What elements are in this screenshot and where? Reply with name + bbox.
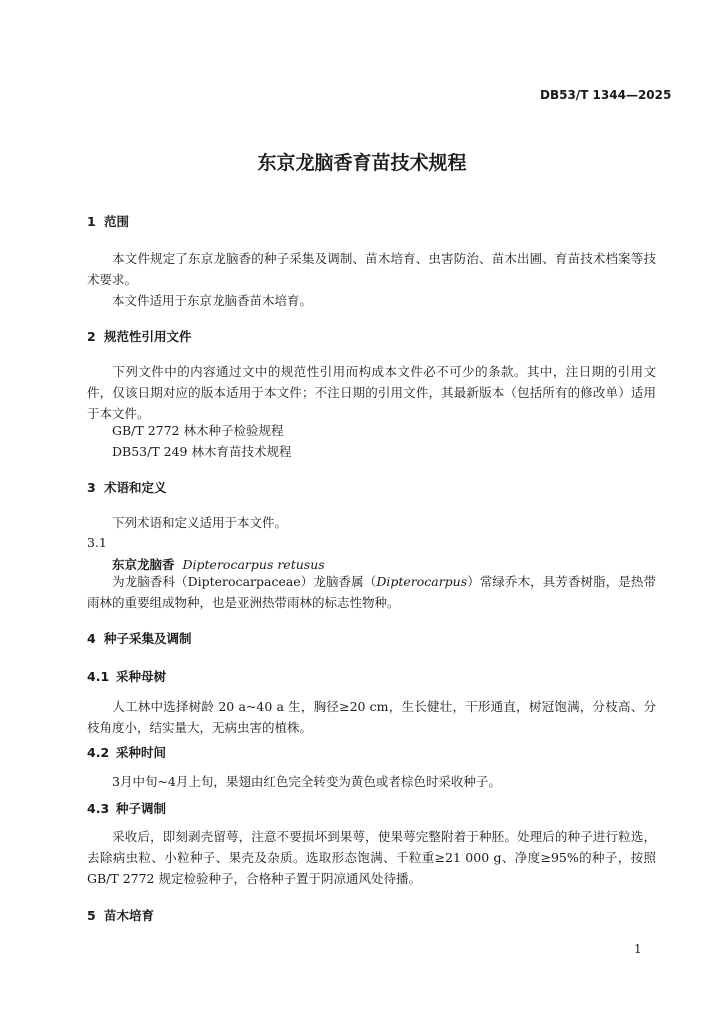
section-heading-1: 1 范围: [87, 214, 130, 229]
collection-time-paragraph: 3月中旬~4月上旬，果翅由红色完全转变为黄色或者棕色时采收种子。: [112, 774, 501, 789]
reference-item: DB53/T 249 林木育苗技术规程: [112, 444, 292, 459]
mother-tree-paragraph: 人工林中选择树龄 20 a~40 a 生，胸径≥20 cm，生长健壮，干形通直，树冠饱满，分枝高、分枝角度小，结实量大，无病虫害的植株。: [87, 699, 656, 735]
scope-applicability: 本文件适用于东京龙脑香苗木培育。: [112, 293, 313, 308]
subsection-heading-4-1: 4.1 采种母树: [87, 669, 167, 684]
term-definition: 为龙脑香科（Dipterocarpaceae）龙脑香属（Dipterocarpus）常绿乔木，具芳香树脂，是热带雨林的重要组成物种，也是亚洲热带雨林的标志性物种。: [87, 574, 656, 610]
normative-references-paragraph: 下列文件中的内容通过文中的规范性引用而构成本文件必不可少的条款。其中，注日期的引用文件，仅该日期对应的版本适用于本文件；不注日期的引用文件，其最新版本（包括所有的修改单）适用于本文件。: [87, 364, 656, 421]
seed-processing-paragraph: 采收后，即刻剥壳留萼，注意不要损坏到果萼，使果萼完整附着于种胚。处理后的种子进行粒选，去除病虫粒、小粒种子、果壳及杂质。选取形态饱满、千粒重≥21 000 g、净度≥95%的种子，按照GB/T 2772 规定检验种子，合格种子置于阴凉通风处待播。: [87, 829, 656, 886]
page-number: 1: [634, 942, 642, 956]
section-heading-2: 2 规范性引用文件: [87, 329, 192, 344]
term-entry: 东京龙脑香 Dipterocarpus retusus: [112, 557, 325, 572]
subsection-heading-4-3: 4.3 种子调制: [87, 801, 167, 816]
section-heading-4: 4 种子采集及调制: [87, 631, 192, 646]
scope-paragraph: 本文件规定了东京龙脑香的种子采集及调制、苗木培育、虫害防治、苗木出圃、育苗技术档案等技术要求。: [87, 251, 656, 287]
subsection-heading-4-2: 4.2 采种时间: [87, 745, 167, 760]
terms-intro: 下列术语和定义适用于本文件。: [112, 515, 288, 530]
term-number: 3.1: [87, 535, 107, 550]
section-heading-5: 5 苗木培育: [87, 908, 155, 923]
section-heading-3: 3 术语和定义: [87, 480, 167, 495]
reference-item: GB/T 2772 林木种子检验规程: [112, 423, 284, 438]
document-title: 东京龙脑香育苗技术规程: [257, 152, 467, 174]
document-number: DB53/T 1344—2025: [540, 88, 672, 102]
